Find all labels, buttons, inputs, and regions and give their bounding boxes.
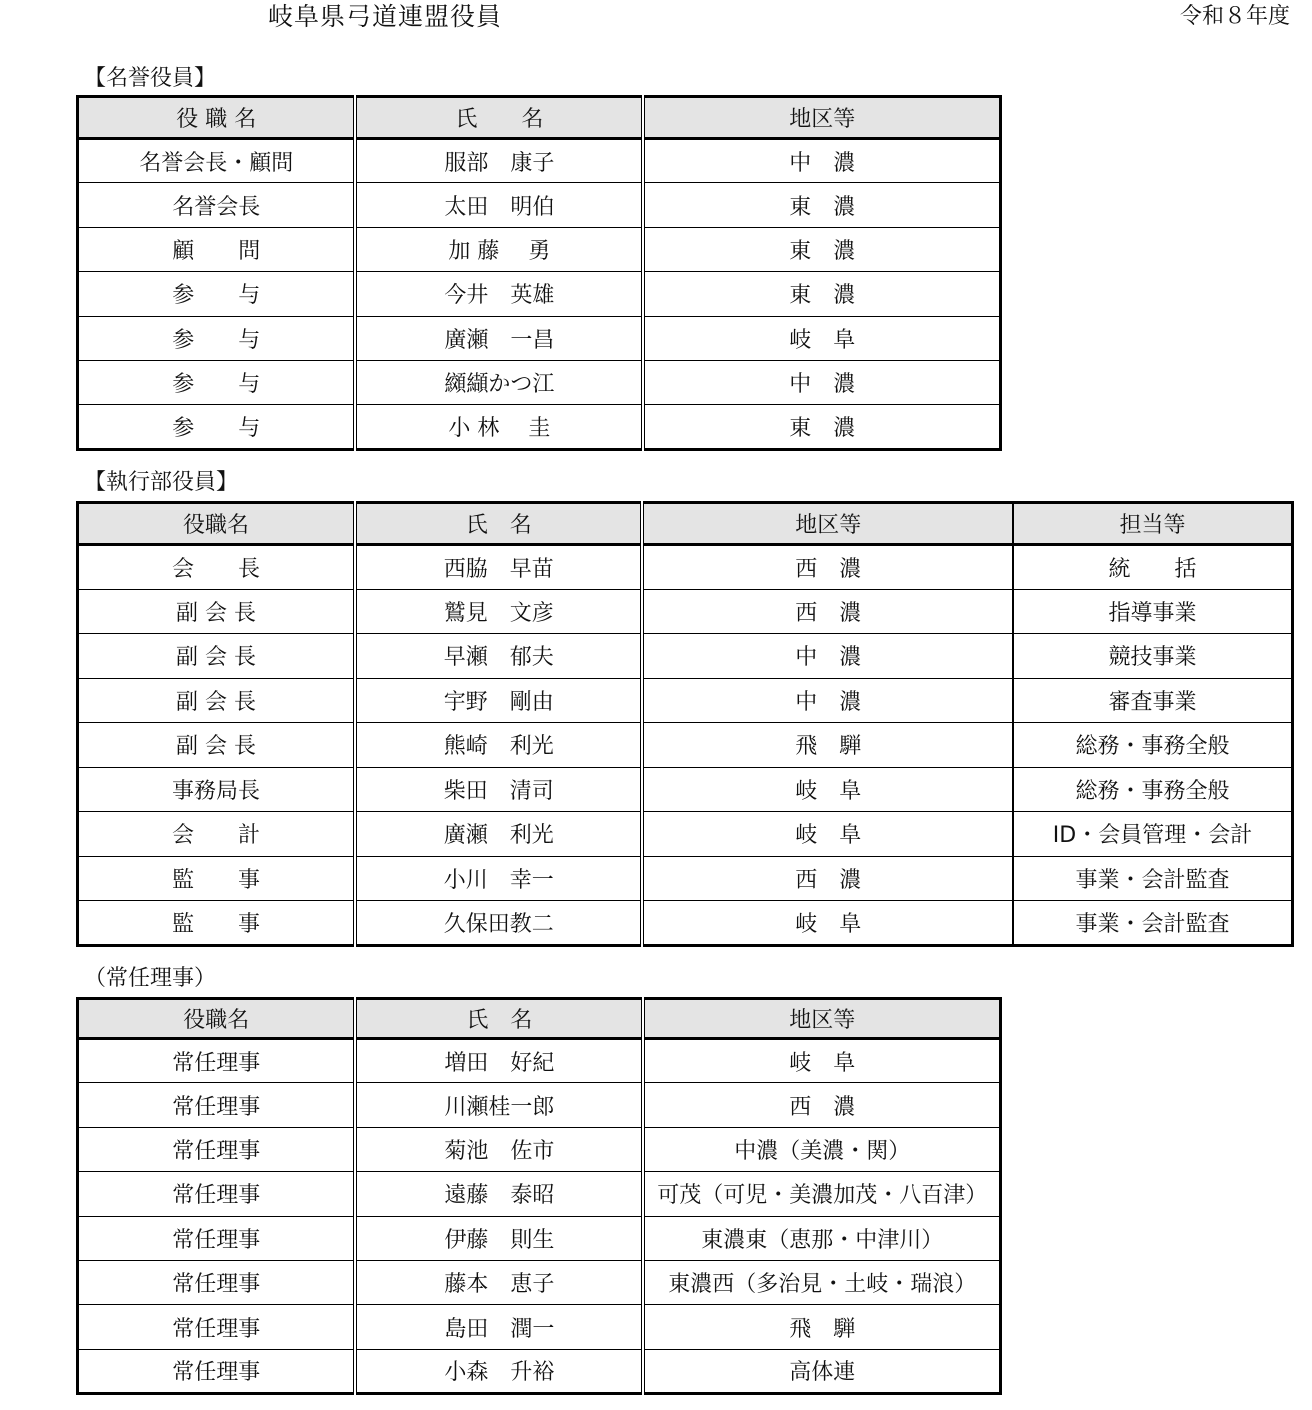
- cell-district: 東 濃: [789, 416, 856, 442]
- cell-district: 西 濃: [642, 856, 1013, 901]
- cell-role: 常任理事: [78, 1305, 356, 1349]
- honorary-officers-table: [76, 95, 1002, 451]
- section-label-executive: 【執行部役員】: [84, 470, 239, 495]
- cell-district: 岐 阜: [643, 1039, 1000, 1083]
- cell-name: 川瀬桂一郎: [355, 1083, 643, 1127]
- table-row: [78, 812, 1293, 857]
- table-row: [78, 723, 1293, 768]
- standing-directors-table: [76, 997, 1002, 1395]
- table-row: [78, 634, 1293, 679]
- cell-district: 東濃東（恵那・中津川）: [643, 1216, 1000, 1260]
- cell-district: 岐 阜: [642, 901, 1013, 946]
- cell-role: 監 事: [78, 856, 355, 901]
- cell-district: 西 濃: [643, 1083, 1000, 1127]
- table-row: [78, 1172, 1001, 1216]
- cell-name: 纐纈かつ江: [355, 360, 643, 404]
- executive-officers-table: [76, 501, 1294, 947]
- cell-name: 伊藤 則生: [355, 1216, 643, 1260]
- cell-duty: 総務・事務全般: [1013, 767, 1292, 812]
- cell-name: 西脇 早苗: [355, 545, 643, 590]
- cell-name: 今井 英雄: [355, 272, 643, 316]
- table-row: [78, 1216, 1001, 1260]
- column-header-district: 地区等: [643, 999, 1000, 1039]
- cell-name: 島田 潤一: [355, 1305, 643, 1349]
- cell-district: 高体連: [789, 1360, 856, 1386]
- fiscal-year: 令和８年度: [1179, 4, 1290, 29]
- table-row: [78, 1039, 1001, 1083]
- cell-role: 名誉会長・顧問: [78, 139, 356, 183]
- cell-role: 常任理事: [78, 1216, 356, 1260]
- cell-district: 飛 騨: [642, 723, 1013, 768]
- cell-duty: 審査事業: [1013, 678, 1292, 723]
- cell-duty: 指導事業: [1013, 589, 1292, 634]
- cell-role: 事務局長: [78, 767, 355, 812]
- cell-name: 早瀬 郁夫: [355, 634, 643, 679]
- cell-district: 東 濃: [643, 227, 1000, 271]
- cell-role: 常任理事: [78, 1039, 356, 1083]
- cell-district: 岐 阜: [642, 812, 1013, 857]
- cell-name: 増田 好紀: [355, 1039, 643, 1083]
- table-row: [78, 678, 1293, 723]
- column-header-name: 氏 名: [355, 97, 643, 139]
- page-title: 岐阜県弓道連盟役員: [268, 2, 503, 31]
- column-header-district: 地区等: [643, 97, 1000, 139]
- table-row: [78, 1083, 1001, 1127]
- table-row: [78, 183, 1001, 227]
- cell-role: 常任理事: [78, 1260, 356, 1304]
- header-row: [78, 503, 1293, 545]
- cell-district: 東 濃: [643, 272, 1000, 316]
- cell-name: 廣瀬 一昌: [355, 316, 643, 360]
- section-label-standing: （常任理事）: [84, 966, 217, 991]
- cell-district: 飛 騨: [643, 1305, 1000, 1349]
- cell-district: 岐 阜: [643, 316, 1000, 360]
- cell-name: 廣瀬 利光: [355, 812, 643, 857]
- header-row: [78, 999, 1001, 1039]
- cell-role: 参 与: [78, 405, 356, 449]
- table-row: [78, 1305, 1001, 1349]
- cell-role: 副 会 長: [78, 634, 355, 679]
- cell-district: 中 濃: [643, 360, 1000, 404]
- cell-name: 熊崎 利光: [355, 723, 643, 768]
- cell-duty: 競技事業: [1013, 634, 1292, 679]
- table-row: [78, 589, 1293, 634]
- cell-name: 加 藤 勇: [355, 227, 643, 271]
- cell-duty: 事業・会計監査: [1075, 911, 1230, 937]
- cell-name: 柴田 清司: [355, 767, 643, 812]
- cell-role: 会 計: [78, 812, 355, 857]
- cell-role: 常任理事: [78, 1083, 356, 1127]
- cell-role: 常任理事: [78, 1349, 356, 1393]
- cell-district: 中 濃: [642, 634, 1013, 679]
- cell-district: 東濃西（多治見・土岐・瑞浪）: [643, 1260, 1000, 1304]
- cell-name: 太田 明伯: [355, 183, 643, 227]
- cell-role: 副 会 長: [78, 589, 355, 634]
- cell-role: 会 長: [78, 545, 355, 590]
- column-header-duty: 担当等: [1013, 503, 1292, 545]
- cell-name: 小川 幸一: [355, 856, 643, 901]
- table-row: [78, 272, 1001, 316]
- cell-role: 名誉会長: [78, 183, 356, 227]
- table-row: [78, 901, 1293, 946]
- cell-district: 西 濃: [642, 545, 1013, 590]
- table-row: [78, 227, 1001, 271]
- cell-district: 可茂（可児・美濃加茂・八百津）: [643, 1172, 1000, 1216]
- cell-name: 遠藤 泰昭: [355, 1172, 643, 1216]
- table-row: [78, 545, 1293, 590]
- cell-role: 常任理事: [78, 1172, 356, 1216]
- table-row: [78, 405, 1001, 449]
- column-header-role: 役職名: [78, 503, 355, 545]
- table-row: [78, 316, 1001, 360]
- cell-duty: 事業・会計監査: [1013, 856, 1292, 901]
- header-row: [78, 97, 1001, 139]
- cell-duty: 総務・事務全般: [1013, 723, 1292, 768]
- cell-district: 岐 阜: [642, 767, 1013, 812]
- column-header-role: 役 職 名: [78, 97, 356, 139]
- table-row: [78, 1260, 1001, 1304]
- cell-name: 藤本 恵子: [355, 1260, 643, 1304]
- cell-name: 服部 康子: [355, 139, 643, 183]
- cell-district: 西 濃: [642, 589, 1013, 634]
- cell-role: 参 与: [78, 360, 356, 404]
- cell-name: 久保田教二: [355, 901, 643, 946]
- cell-name: 小森 升裕: [355, 1349, 643, 1393]
- table-row: [78, 1127, 1001, 1171]
- table-row: [78, 139, 1001, 183]
- cell-role: 参 与: [78, 272, 356, 316]
- cell-district: 中 濃: [642, 678, 1013, 723]
- table-row: [78, 1349, 1001, 1393]
- table-row: [78, 856, 1293, 901]
- table-row: [78, 767, 1293, 812]
- cell-district: 中 濃: [643, 139, 1000, 183]
- cell-role: 監 事: [78, 901, 355, 946]
- cell-role: 常任理事: [78, 1127, 356, 1171]
- cell-duty: 統 括: [1013, 545, 1292, 590]
- cell-name: 菊池 佐市: [355, 1127, 643, 1171]
- cell-name: 宇野 剛由: [355, 678, 643, 723]
- cell-district: 中濃（美濃・関）: [643, 1127, 1000, 1171]
- cell-role: 顧 問: [78, 227, 356, 271]
- cell-role: 副 会 長: [78, 678, 355, 723]
- column-header-name: 氏 名: [355, 999, 643, 1039]
- cell-name: 小 林 圭: [355, 405, 643, 449]
- column-header-name: 氏 名: [355, 503, 643, 545]
- table-row: [78, 360, 1001, 404]
- cell-name: 鷲見 文彦: [355, 589, 643, 634]
- cell-district: 東 濃: [643, 183, 1000, 227]
- column-header-role: 役職名: [78, 999, 356, 1039]
- cell-duty: ID・会員管理・会計: [1013, 812, 1292, 857]
- cell-role: 参 与: [78, 316, 356, 360]
- column-header-district: 地区等: [642, 503, 1013, 545]
- cell-role: 副 会 長: [78, 723, 355, 768]
- section-label-honorary: 【名誉役員】: [84, 66, 217, 91]
